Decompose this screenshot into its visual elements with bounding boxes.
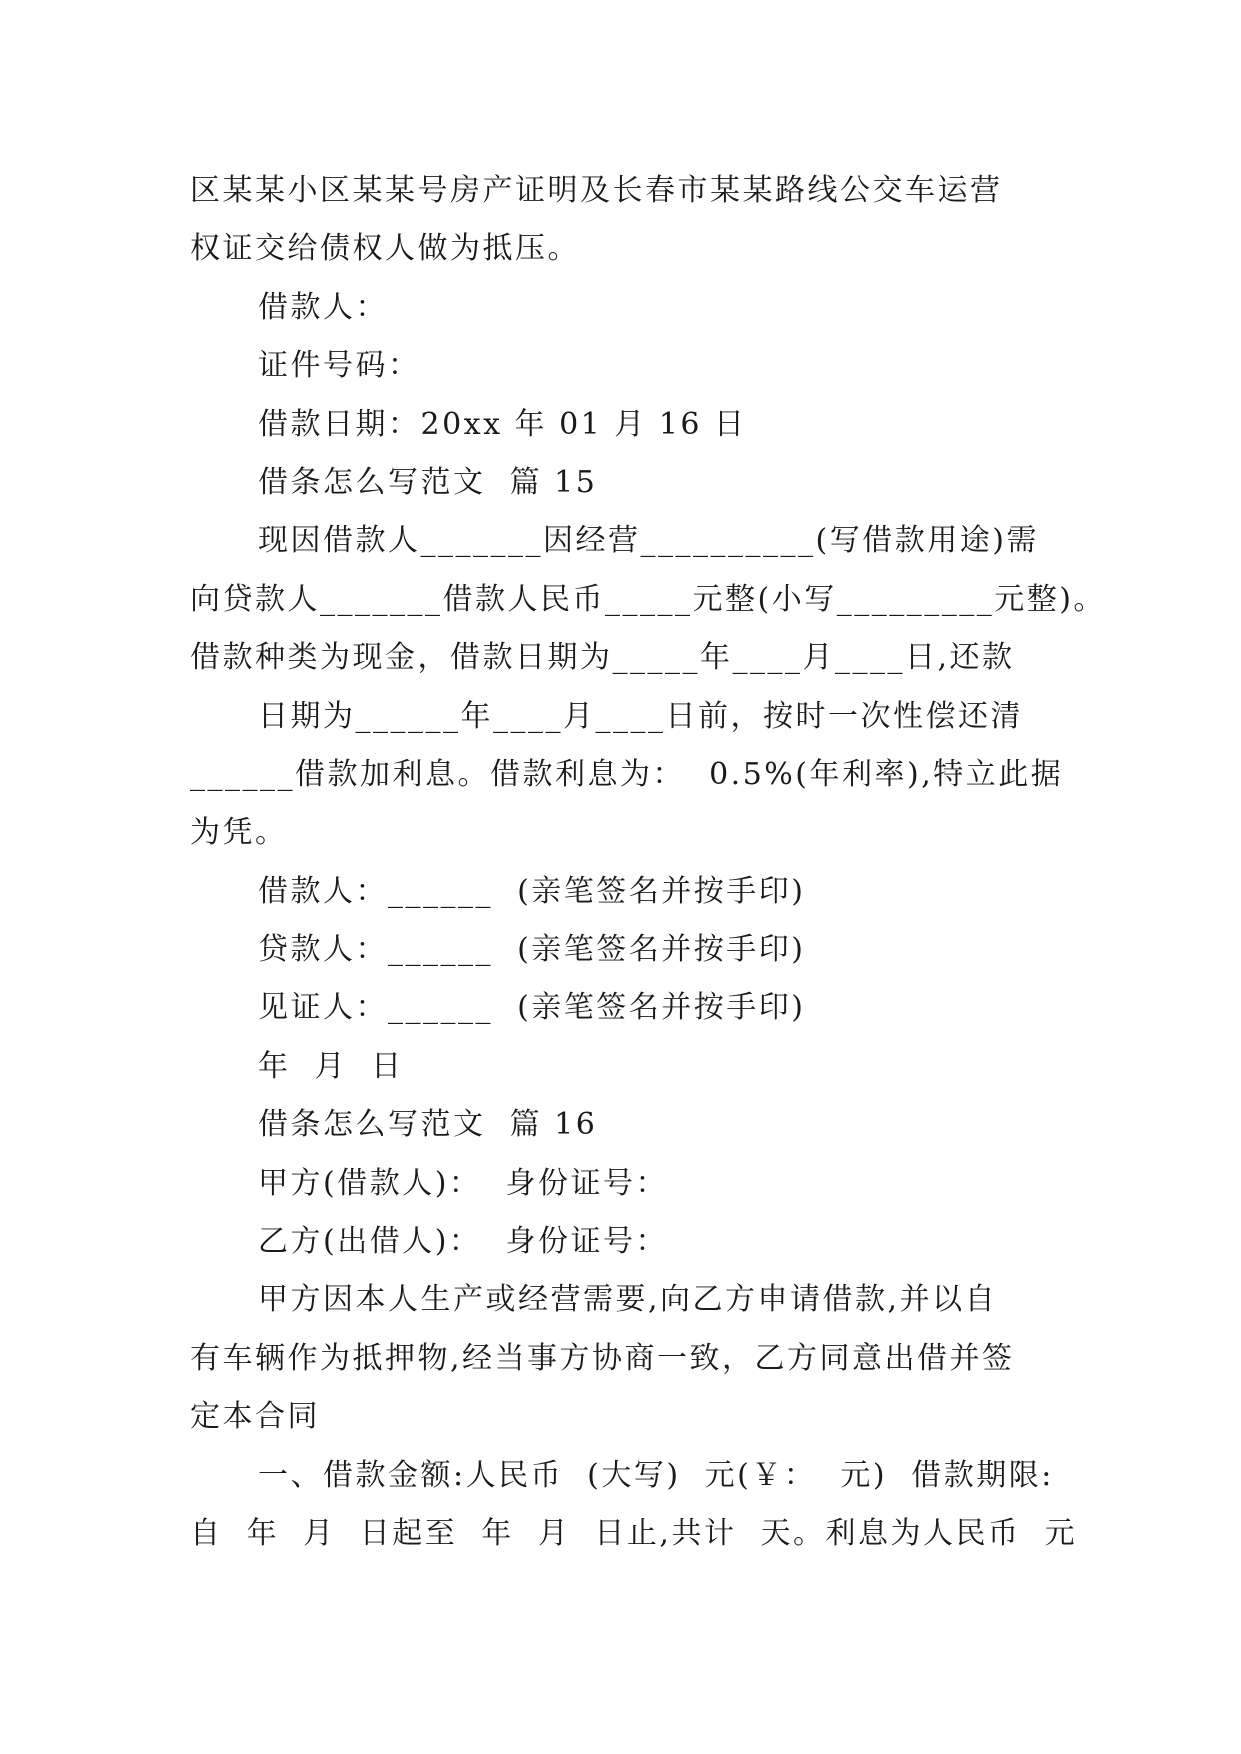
text-line: 一、借款金额:人民币 (大写) 元(￥： 元) 借款期限: bbox=[258, 1457, 1054, 1493]
text-line: 借款种类为现金，借款日期为_____年____月____日,还款 bbox=[190, 640, 1015, 676]
text-line: 借款日期：20xx 年 01 月 16 日 bbox=[258, 406, 747, 442]
text-line: 贷款人：______ (亲笔签名并按手印) bbox=[258, 932, 806, 968]
text-line: 借条怎么写范文 篇 16 bbox=[258, 1107, 598, 1143]
text-line: 日期为______年____月____日前，按时一次性偿还清 bbox=[258, 698, 1023, 734]
text-line: 有车辆作为抵押物,经当事方协商一致，乙方同意出借并签 bbox=[190, 1340, 1015, 1376]
text-line: 现因借款人_______因经营__________(写借款用途)需 bbox=[258, 523, 1039, 559]
text-line: 为凭。 bbox=[190, 815, 288, 851]
text-line: 甲方(借款人)： 身份证号： bbox=[258, 1165, 668, 1201]
text-line: 乙方(出借人)： 身份证号： bbox=[258, 1224, 668, 1260]
text-line: 向贷款人_______借款人民币_____元整(小写_________元整)。 bbox=[190, 581, 1106, 617]
text-line: 借款人： bbox=[258, 289, 388, 325]
text-line: 区某某小区某某号房产证明及长春市某某路线公交车运营 bbox=[190, 173, 1003, 208]
text-line: 定本合同 bbox=[190, 1399, 320, 1435]
text-line: 借条怎么写范文 篇 15 bbox=[258, 464, 598, 500]
text-line: 证件号码： bbox=[258, 348, 421, 384]
text-line: 甲方因本人生产或经营需要,向乙方申请借款,并以自 bbox=[258, 1282, 998, 1318]
text-line: 见证人：______ (亲笔签名并按手印) bbox=[258, 990, 806, 1026]
text-line: 自 年 月 日起至 年 月 日止,共计 天。利息为人民币 元 bbox=[190, 1515, 1078, 1551]
text-line: 借款人：______ (亲笔签名并按手印) bbox=[258, 873, 806, 909]
text-line: 权证交给债权人做为抵压。 bbox=[190, 231, 580, 267]
text-line: ______借款加利息。借款利息为： 0.5%(年利率),特立此据 bbox=[190, 756, 1064, 792]
document-body bbox=[190, 162, 1106, 1563]
text-line: 年 月 日 bbox=[258, 1048, 404, 1084]
